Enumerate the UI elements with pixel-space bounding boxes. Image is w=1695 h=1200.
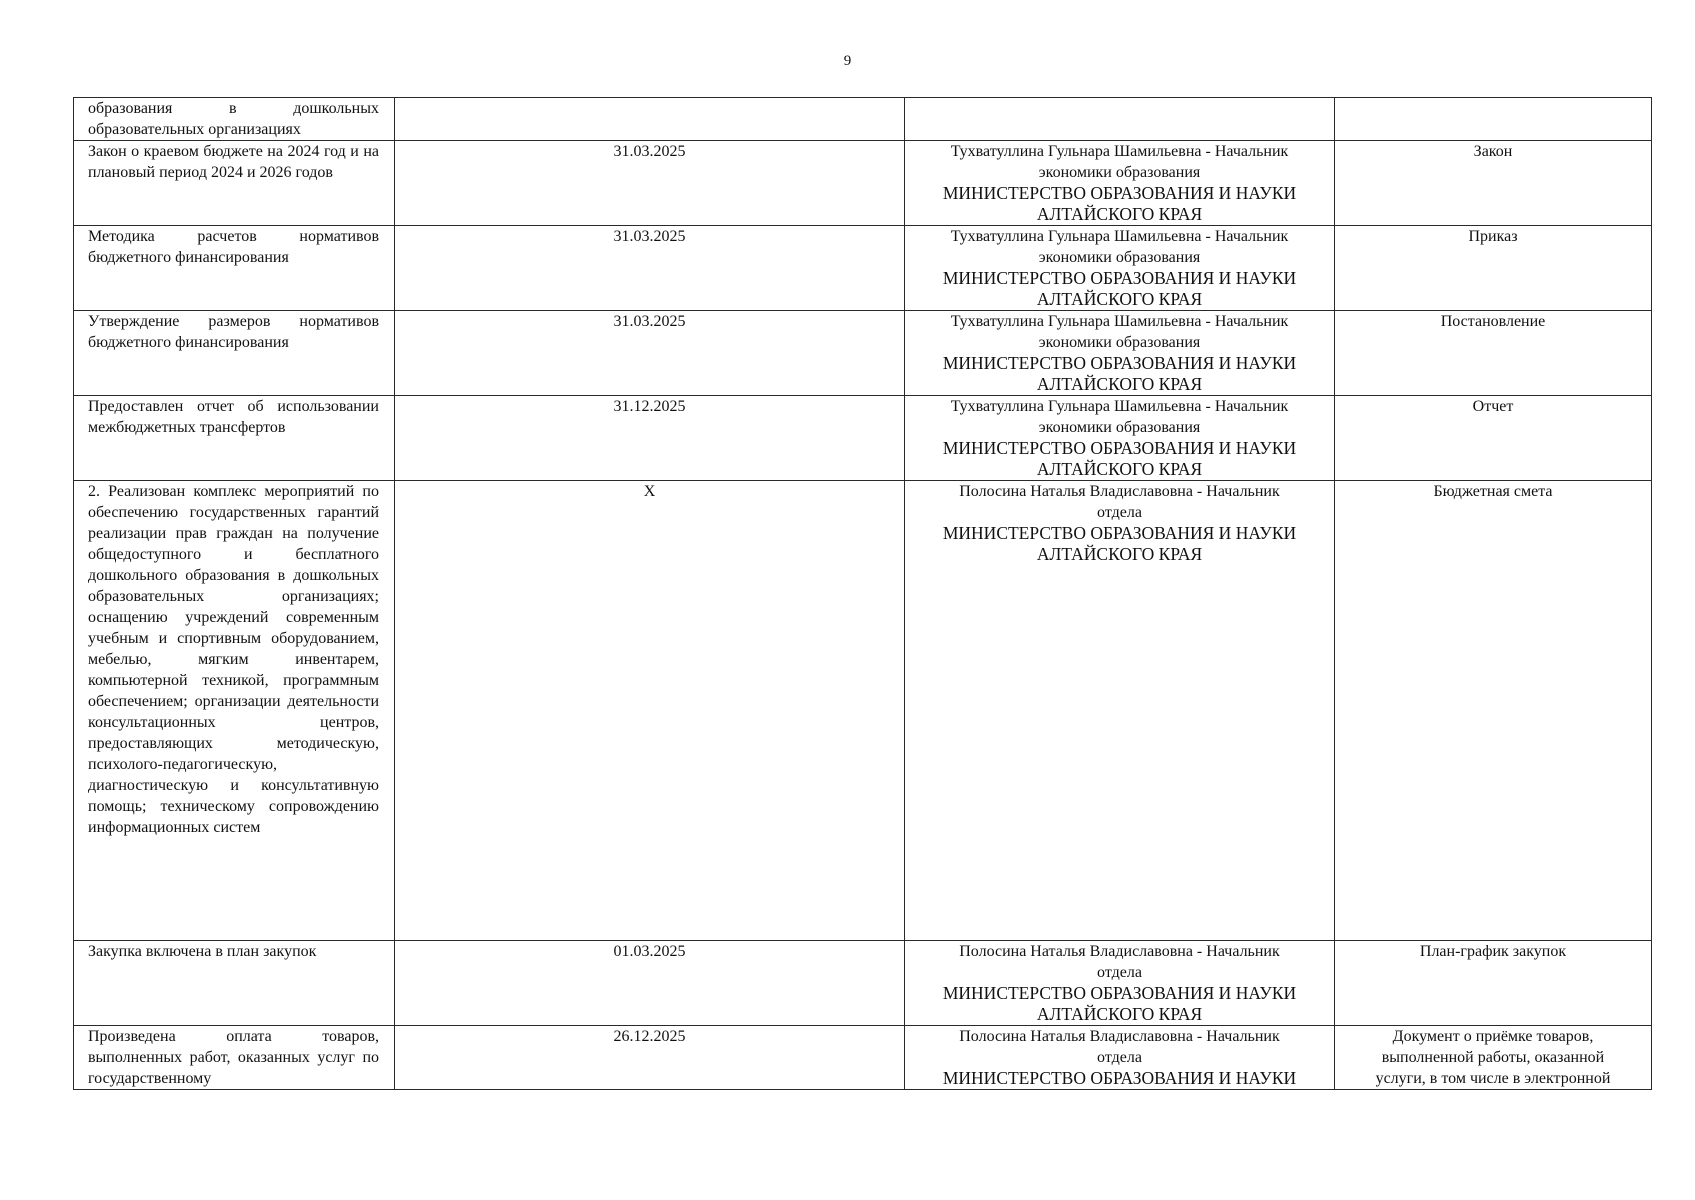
table-row [74,941,1652,1026]
responsible-position: отдела [1097,504,1142,521]
responsible-cell [905,141,1335,226]
date-cell: X [395,481,905,941]
table-row [74,98,1652,141]
responsible-organization: МИНИСТЕРСТВО ОБРАЗОВАНИЯ И НАУКИ АЛТАЙСКОГО КРАЯ [942,438,1297,479]
event-cell: 2. Реализован комплекс мероприятий по обеспечению государственных гарантий реализации прав граждан на получение общедоступного и бесплатного дошкольного образования в дошкольных образовательных организациях; оснащению учреждений современным учебным и спортивным оборудованием, мебелью, мягким инвентарем, компьютерной техникой, программным обеспечением; организации деятельности консультационных центров, предоставляющих методическую, психолого-педагогическую, диагностическую и консультативную помощь; техническому сопровождению информационных систем [74,481,395,941]
document-cell: Постановление [1335,311,1652,396]
table-row [74,396,1652,481]
responsible-position: экономики образования [1038,419,1201,436]
responsible-organization: МИНИСТЕРСТВО ОБРАЗОВАНИЯ И НАУКИ АЛТАЙСКОГО КРАЯ [942,353,1297,394]
responsible-organization: МИНИСТЕРСТВО ОБРАЗОВАНИЯ И НАУКИ [942,1068,1297,1088]
responsible-name: Полосина Наталья Владиславовна - Начальник [959,1028,1280,1045]
responsible-position: экономики образования [1038,249,1201,266]
responsible-organization: МИНИСТЕРСТВО ОБРАЗОВАНИЯ И НАУКИ АЛТАЙСКОГО КРАЯ [942,183,1297,224]
event-cell: образования в дошкольных образовательных организациях [74,98,395,141]
document-line: Документ о приёмке товаров, [1392,1028,1594,1045]
document-cell: Закон [1335,141,1652,226]
responsible-cell [905,1026,1335,1090]
responsible-organization: МИНИСТЕРСТВО ОБРАЗОВАНИЯ И НАУКИ АЛТАЙСКОГО КРАЯ [942,983,1297,1024]
table-row [74,481,1652,941]
document-cell [1335,1026,1652,1090]
event-cell: Методика расчетов нормативов бюджетного финансирования [74,226,395,311]
document-cell [1335,98,1652,141]
date-cell: 31.03.2025 [395,141,905,226]
document-cell: Бюджетная смета [1335,481,1652,941]
responsible-position: отдела [1097,1049,1142,1066]
responsible-name: Тухватуллина Гульнара Шамильевна - Начальник [950,398,1289,415]
responsible-cell [905,941,1335,1026]
date-cell: 31.03.2025 [395,311,905,396]
responsible-cell [905,98,1335,141]
table-row [74,226,1652,311]
table-row [74,1026,1652,1090]
responsible-name: Тухватуллина Гульнара Шамильевна - Начальник [950,228,1289,245]
responsible-cell [905,226,1335,311]
responsible-position: экономики образования [1038,334,1201,351]
document-line: услуги, в том числе в электронной [1375,1070,1611,1087]
event-cell: Произведена оплата товаров, выполненных работ, оказанных услуг по государственному [74,1026,395,1090]
control-points-table [73,97,1652,1090]
date-cell: 31.12.2025 [395,396,905,481]
responsible-position: экономики образования [1038,164,1201,181]
document-cell: Приказ [1335,226,1652,311]
date-cell: 01.03.2025 [395,941,905,1026]
page-number: 9 [843,53,852,69]
responsible-cell [905,481,1335,941]
date-cell [395,98,905,141]
document-cell: План-график закупок [1335,941,1652,1026]
document-line: выполненной работы, оказанной [1381,1049,1605,1066]
responsible-name: Полосина Наталья Владиславовна - Начальник [959,483,1280,500]
event-cell: Закупка включена в план закупок [74,941,395,1026]
event-cell: Утверждение размеров нормативов бюджетного финансирования [74,311,395,396]
responsible-name: Тухватуллина Гульнара Шамильевна - Начальник [950,313,1289,330]
responsible-organization: МИНИСТЕРСТВО ОБРАЗОВАНИЯ И НАУКИ АЛТАЙСКОГО КРАЯ [942,268,1297,309]
table-row [74,141,1652,226]
event-cell: Закон о краевом бюджете на 2024 год и на плановый период 2024 и 2026 годов [74,141,395,226]
date-cell: 26.12.2025 [395,1026,905,1090]
responsible-cell [905,396,1335,481]
responsible-position: отдела [1097,964,1142,981]
responsible-organization: МИНИСТЕРСТВО ОБРАЗОВАНИЯ И НАУКИ АЛТАЙСКОГО КРАЯ [942,523,1297,564]
document-cell: Отчет [1335,396,1652,481]
responsible-cell [905,311,1335,396]
event-cell: Предоставлен отчет об использовании межбюджетных трансфертов [74,396,395,481]
date-cell: 31.03.2025 [395,226,905,311]
table-row [74,311,1652,396]
responsible-name: Тухватуллина Гульнара Шамильевна - Начальник [950,143,1289,160]
responsible-name: Полосина Наталья Владиславовна - Начальник [959,943,1280,960]
